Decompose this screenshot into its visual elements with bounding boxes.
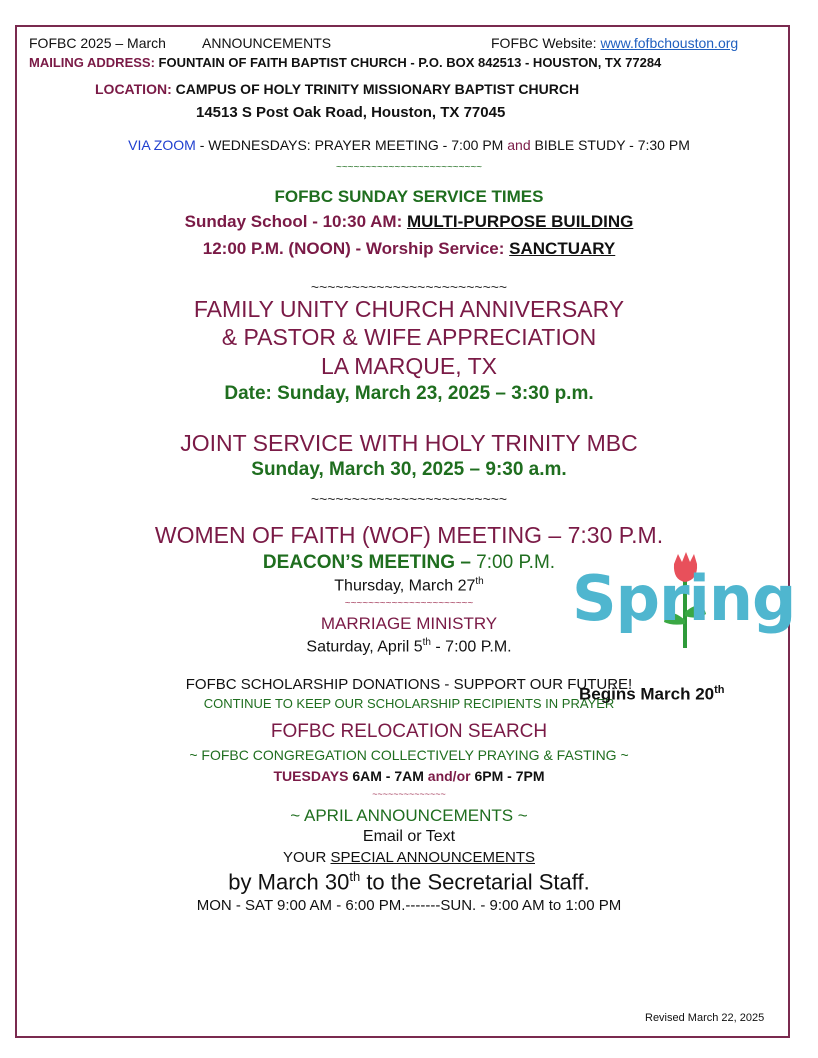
sunday-school-place: MULTI-PURPOSE BUILDING xyxy=(406,212,634,231)
april-line2-prefix: YOUR xyxy=(282,849,331,866)
relocation-andor: and/or xyxy=(427,768,471,784)
zoom-prefix: VIA ZOOM xyxy=(128,137,196,153)
april-line3-sup: th xyxy=(349,869,361,884)
anniversary-line3: LA MARQUE, TX xyxy=(321,353,497,379)
sunday-school-time: Sunday School - 10:30 AM: xyxy=(184,212,407,231)
location-label: LOCATION: xyxy=(95,81,172,97)
relocation-times xyxy=(0,768,818,784)
scholarship-line1: FOFBC SCHOLARSHIP DONATIONS - SUPPORT OUR FUTURE! xyxy=(185,676,633,693)
mailing-text: FOUNTAIN OF FAITH BAPTIST CHURCH - P.O. BOX 842513 - HOUSTON, TX 77284 xyxy=(158,55,662,70)
divider-3: ~~~~~~~~~~~~~~~~~~~~~~~~ xyxy=(310,491,508,507)
marriage-time: - 7:00 P.M. xyxy=(430,638,512,656)
location xyxy=(95,81,579,97)
april-line3-prefix: by March 30 xyxy=(228,869,350,895)
divider-5: ~~~~~~~~~~~~~~ xyxy=(372,789,446,799)
divider-2: ~~~~~~~~~~~~~~~~~~~~~~~~ xyxy=(310,279,508,295)
worship-service xyxy=(0,239,818,259)
worship-place: SANCTUARY xyxy=(509,239,616,258)
website-line xyxy=(491,35,738,51)
anniversary-line1: FAMILY UNITY CHURCH ANNIVERSARY xyxy=(193,296,625,322)
april-line2-underlined: SPECIAL ANNOUNCEMENTS xyxy=(330,849,535,866)
website-link[interactable]: www.fofbchouston.org xyxy=(600,35,739,51)
header-left xyxy=(29,35,166,51)
wof-time: – 7:30 P.M. xyxy=(542,522,664,548)
meeting-date-sup: th xyxy=(475,576,484,587)
spring-graphic xyxy=(572,550,796,660)
location-line2: 14513 S Post Oak Road, Houston, TX 77045 xyxy=(196,104,506,121)
website-label: FOFBC Website: xyxy=(491,35,597,51)
zoom-text1: - WEDNESDAYS: PRAYER MEETING - 7:00 PM xyxy=(195,137,508,153)
revised-date: Revised March 22, 2025 xyxy=(645,1012,765,1024)
deacon-time: 7:00 P.M. xyxy=(470,552,556,573)
april-line1: Email or Text xyxy=(362,828,456,845)
relocation-title: FOFBC RELOCATION SEARCH xyxy=(270,721,548,742)
april-line3 xyxy=(0,869,818,895)
mailing-address xyxy=(29,55,661,70)
relocation-day: TUESDAYS xyxy=(273,768,349,784)
april-line3-suffix: to the Secretarial Staff. xyxy=(360,869,590,895)
zoom-text2: BIBLE STUDY - 7:30 PM xyxy=(530,137,690,153)
april-line2 xyxy=(0,849,818,866)
zoom-and: and xyxy=(507,137,531,153)
wof-meeting xyxy=(0,522,818,549)
location-line1: CAMPUS OF HOLY TRINITY MISSIONARY BAPTIST CHURCH xyxy=(175,81,580,97)
anniversary-date: Date: Sunday, March 23, 2025 – 3:30 p.m. xyxy=(224,383,594,404)
meeting-date-text: Thursday, March 27 xyxy=(334,577,476,595)
divider-1: ~~~~~~~~~~~~~~~~~~~~~~~~~ xyxy=(336,162,482,173)
scholarship-line2: CONTINUE TO KEEP OUR SCHOLARSHIP RECIPIENTS IN PRAYER xyxy=(203,696,615,711)
header-title: ANNOUNCEMENTS xyxy=(202,35,332,51)
marriage-date-text: Saturday, April 5 xyxy=(306,638,423,656)
deacon-title: DEACON’S MEETING – xyxy=(262,552,471,573)
header-date: FOFBC 2025 – March xyxy=(29,35,166,51)
wof-title: WOMEN OF FAITH (WOF) MEETING xyxy=(154,522,543,548)
anniversary-line2: & PASTOR & WIFE APPRECIATION xyxy=(221,324,597,350)
relocation-time1: 6AM - 7AM xyxy=(348,768,428,784)
zoom-line xyxy=(0,137,818,153)
relocation-time2: 6PM - 7PM xyxy=(470,768,545,784)
marriage-date-sup: th xyxy=(422,637,431,648)
divider-4: ~~~~~~~~~~~~~~~~~~~~~~ xyxy=(344,598,474,609)
marriage-title: MARRIAGE MINISTRY xyxy=(320,614,498,633)
mailing-label: MAILING ADDRESS: xyxy=(29,55,155,70)
spring-begins xyxy=(579,684,725,705)
spring-word: Spring xyxy=(572,562,796,635)
service-heading: FOFBC SUNDAY SERVICE TIMES xyxy=(274,187,544,206)
april-title: ~ APRIL ANNOUNCEMENTS ~ xyxy=(290,806,528,825)
sunday-school xyxy=(0,212,818,232)
joint-service-title: JOINT SERVICE WITH HOLY TRINITY MBC xyxy=(180,430,638,456)
spring-begins-sup: th xyxy=(714,684,725,696)
worship-time: 12:00 P.M. (NOON) - Worship Service: xyxy=(202,239,510,258)
spring-begins-text: Begins March 20 xyxy=(579,684,715,704)
relocation-subtitle: ~ FOFBC CONGREGATION COLLECTIVELY PRAYING & FASTING ~ xyxy=(189,747,629,763)
office-hours: MON - SAT 9:00 AM - 6:00 PM.-------SUN. - 9:00 AM to 1:00 PM xyxy=(196,897,622,914)
joint-service-date: Sunday, March 30, 2025 – 9:30 a.m. xyxy=(251,459,567,480)
